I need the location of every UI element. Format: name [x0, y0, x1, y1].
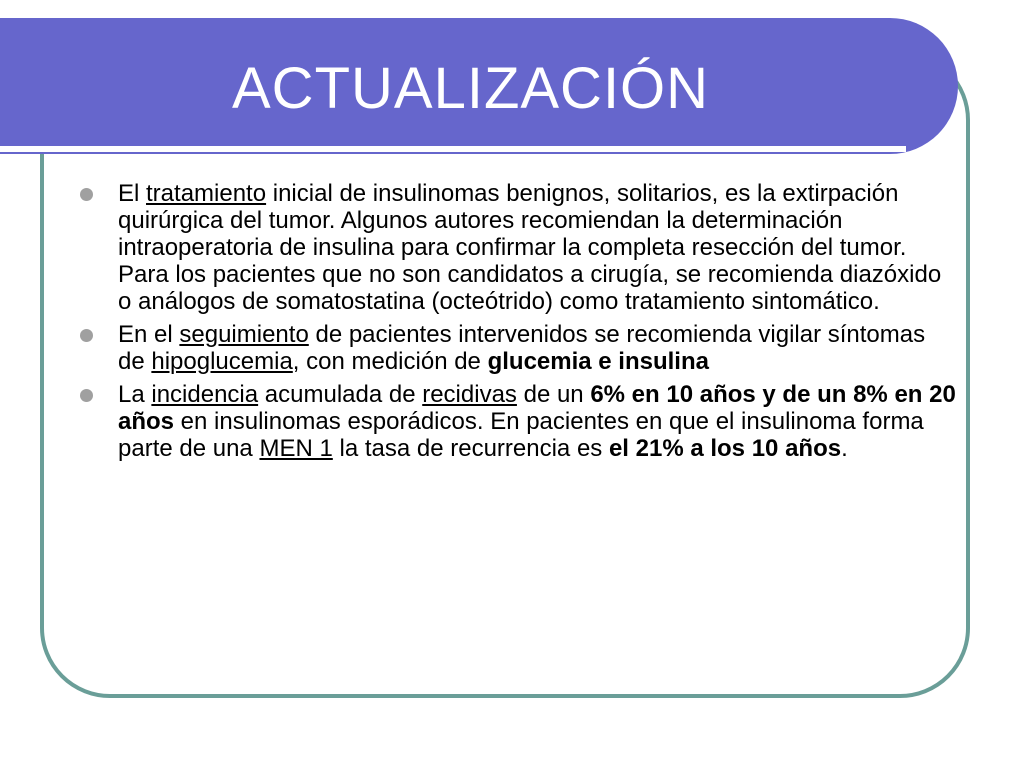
- bullet-text: en insulinomas esporádicos. En pacientes en que el insulinoma forma parte de una: [118, 408, 924, 462]
- bullet-text: El: [118, 180, 147, 207]
- bold-term: el 21% a los 10 años: [608, 435, 842, 462]
- bullet-text: inicial de insulinomas benignos, solitarios, es la extirpación quirúrgica del tumor. Algunos autores recomiendan la determinación intraoperatoria de insulina para confirmar la completa resección del tumor. Para los pacientes que no son candidatos a cirugía, se recomienda diazóxido o análogos de somatostatina (octeótrido) como tratamiento sintomático.: [118, 180, 942, 315]
- bullet-text: En el: [118, 321, 180, 348]
- bullet-dot-icon: [80, 329, 93, 342]
- bullet-item: [78, 321, 958, 375]
- bullet-text: La: [118, 381, 152, 408]
- bullet-text: de un: [516, 381, 591, 408]
- bullet-dot-icon: [80, 389, 93, 402]
- bullet-item: [78, 381, 958, 462]
- bold-term: 6% en 10 años y de un 8% en 20 años: [118, 381, 956, 435]
- underlined-term: MEN 1: [259, 435, 333, 462]
- bullet-item: [78, 180, 958, 315]
- title-band: [0, 18, 958, 154]
- bullet-text: acumulada de: [258, 381, 423, 408]
- bullet-text: la tasa de recurrencia es: [332, 435, 609, 462]
- bold-term: glucemia e insulina: [487, 348, 709, 375]
- underlined-term: seguimiento: [179, 321, 309, 348]
- bullet-dot-icon: [80, 188, 93, 201]
- underlined-term: tratamiento: [146, 180, 267, 207]
- underlined-term: recidivas: [422, 381, 517, 408]
- underlined-term: hipoglucemia: [151, 348, 293, 375]
- bullet-text: de pacientes intervenidos se recomienda vigilar síntomas de: [118, 321, 926, 375]
- bullet-text: , con medición de: [292, 348, 488, 375]
- slide-title: ACTUALIZACIÓN: [232, 56, 710, 121]
- bullet-text: .: [841, 435, 848, 462]
- title-underline-rule: [0, 146, 906, 152]
- underlined-term: incidencia: [151, 381, 259, 408]
- bullet-list: [78, 180, 958, 468]
